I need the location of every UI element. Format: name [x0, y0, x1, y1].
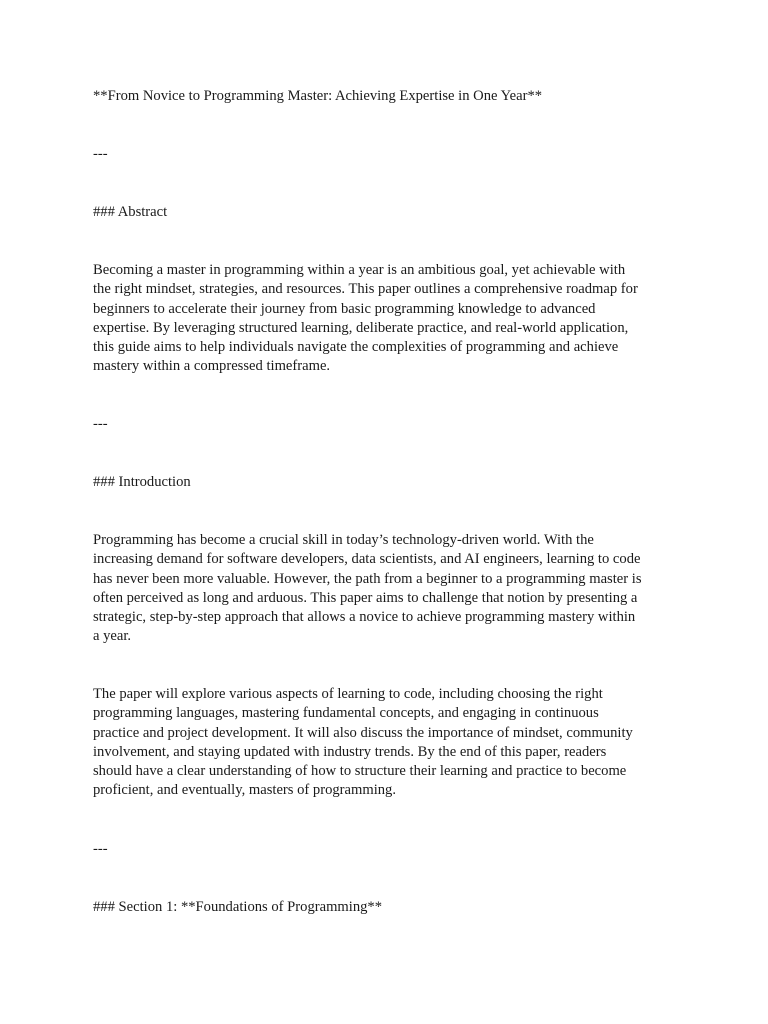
text-line: practice and project development. It will also discuss the importance of mindset, community: [93, 724, 633, 741]
text-line: a year.: [93, 628, 132, 645]
introduction-heading: ### Introduction: [93, 474, 191, 490]
abstract-paragraph: [93, 261, 683, 377]
introduction-paragraph-1: [93, 531, 683, 647]
text-line: strategic, step-by-step approach that allows a novice to achieve programming mastery within: [93, 609, 636, 626]
text-line: expertise. By leveraging structured learning, deliberate practice, and real-world application,: [93, 319, 629, 336]
text-line: this guide aims to help individuals navigate the complexities of programming and achieve: [93, 339, 619, 356]
text-line: involvement, and staying updated with industry trends. By the end of this paper, readers: [93, 743, 607, 760]
separator: ---: [93, 841, 108, 857]
text-line: has never been more valuable. However, the path from a beginner to a programming master is: [93, 570, 642, 587]
text-line: proficient, and eventually, masters of programming.: [93, 782, 396, 799]
text-line: programming languages, mastering fundamental concepts, and engaging in continuous: [93, 705, 599, 722]
text-line: mastery within a compressed timeframe.: [93, 358, 331, 375]
abstract-heading: ### Abstract: [93, 204, 168, 220]
separator: ---: [93, 416, 108, 432]
introduction-paragraph-2: [93, 685, 683, 801]
text-line: increasing demand for software developers, data scientists, and AI engineers, learning to code: [93, 551, 641, 568]
document-title: **From Novice to Programming Master: Achieving Expertise in One Year**: [93, 88, 543, 104]
text-line: the right mindset, strategies, and resources. This paper outlines a comprehensive roadmap for: [93, 281, 638, 298]
section-1-heading: ### Section 1: **Foundations of Programming**: [93, 899, 383, 915]
text-line: Programming has become a crucial skill in today’s technology-driven world. With the: [93, 532, 594, 548]
text-line: often perceived as long and arduous. This paper aims to challenge that notion by presenting a: [93, 589, 638, 606]
text-line: The paper will explore various aspects of learning to code, including choosing the right: [93, 686, 603, 702]
text-line: Becoming a master in programming within a year is an ambitious goal, yet achievable with: [93, 262, 626, 278]
separator: ---: [93, 146, 108, 162]
text-line: should have a clear understanding of how to structure their learning and practice to become: [93, 763, 627, 780]
text-line: beginners to accelerate their journey from basic programming knowledge to advanced: [93, 300, 596, 317]
